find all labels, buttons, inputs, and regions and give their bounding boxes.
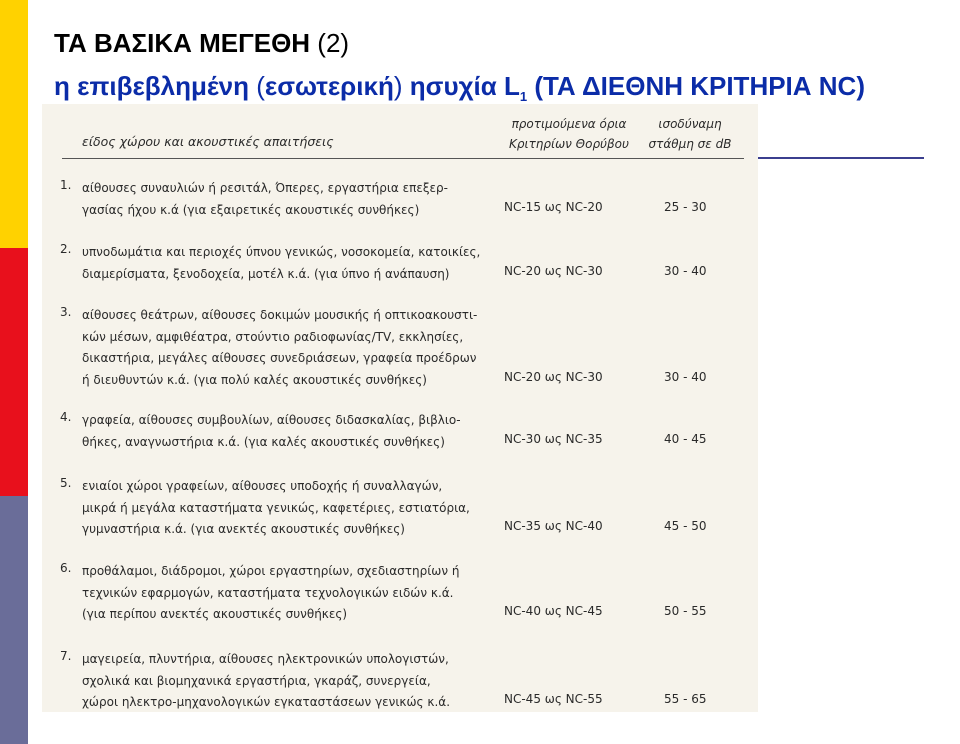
row-number: 6.	[60, 561, 72, 575]
row-description	[82, 305, 502, 391]
row-nc-limits: NC-15 ως NC-20	[504, 199, 603, 214]
slide-title-number: (2)	[310, 28, 350, 58]
row-description-line: αίθουσες θεάτρων, αίθουσες δοκιμών μουσικής ή οπτικοακουστι-	[82, 308, 478, 322]
row-db-level: 25 - 30	[664, 199, 707, 214]
row-description	[82, 561, 502, 626]
row-description-line: ή διευθυντών κ.ά. (για πολύ καλές ακουστικές συνθήκες)	[82, 372, 427, 387]
row-description	[82, 649, 502, 714]
row-description	[82, 410, 502, 453]
row-description-line: μαγειρεία, πλυντήρια, αίθουσες ηλεκτρονικών υπολογιστών,	[82, 652, 449, 666]
row-description-line: (για περίπου ανεκτές ακουστικές συνθήκες)	[82, 607, 348, 621]
row-description-line: σχολικά και βιομηχανικά εργαστήρια, γκαράζ, συνεργεία,	[82, 673, 431, 688]
row-db-level: 30 - 40	[664, 263, 707, 278]
subtitle-paren-close: )	[393, 71, 403, 101]
row-number: 7.	[60, 649, 72, 663]
header-limits-line-1: προτιμούμενα όρια	[511, 117, 627, 131]
header-level-line-1: ισοδύναμη	[658, 117, 722, 131]
header-limits	[494, 114, 644, 154]
row-nc-limits: NC-20 ως NC-30	[504, 369, 603, 384]
row-number: 5.	[60, 476, 72, 490]
scanned-table	[42, 104, 758, 712]
row-description	[82, 476, 502, 541]
header-description: είδος χώρου και ακουστικές απαιτήσεις	[82, 134, 334, 149]
row-description-line: κών μέσων, αμφιθέατρα, στούντιο ραδιοφωνίας/TV, εκκλησίες,	[82, 329, 464, 344]
row-number: 3.	[60, 305, 72, 319]
slide-title-text: ΤΑ ΒΑΣΙΚΑ ΜΕΓΕΘΗ	[54, 28, 311, 58]
row-db-level: 50 - 55	[664, 604, 707, 618]
slide-subtitle	[54, 71, 865, 104]
row-description-line: προθάλαμοι, διάδρομοι, χώροι εργαστηρίων, σχεδιαστηρίων ή	[82, 564, 460, 578]
accent-bar-yellow	[0, 0, 28, 248]
accent-bar-red	[0, 248, 28, 496]
row-nc-limits: NC-30 ως NC-35	[504, 431, 603, 446]
row-description-line: διαμερίσματα, ξενοδοχεία, μοτέλ κ.ά. (για ύπνο ή ανάπαυση)	[82, 266, 450, 281]
row-description-line: ενιαίοι χώροι γραφείων, αίθουσες υποδοχής ή συναλλαγών,	[82, 479, 443, 493]
subtitle-part-a: η επιβεβλημένη	[54, 71, 257, 101]
row-number: 2.	[60, 242, 72, 256]
subtitle-part-c: εσωτερική	[264, 71, 394, 101]
subtitle-part-f: (ΤΑ ΔΙΕΘΝΗ ΚΡΙΤΗΡΙΑ NC)	[527, 71, 865, 101]
row-description	[82, 242, 502, 285]
header-level-line-2: στάθμη σε dB	[648, 137, 732, 151]
row-db-level: 30 - 40	[664, 369, 707, 384]
row-description-line: τεχνικών εφαρμογών, καταστήματα τεχνολογικών ειδών κ.ά.	[82, 585, 454, 600]
subtitle-paren-open: (	[256, 71, 265, 101]
row-description-line: γασίας ήχου κ.ά (για εξαιρετικές ακουστικές συνθήκες)	[82, 202, 420, 217]
row-description-line: μικρά ή μεγάλα καταστήματα γενικώς, καφετέριες, εστιατόρια,	[82, 500, 470, 515]
row-nc-limits: NC-40 ως NC-45	[504, 604, 603, 618]
row-db-level: 45 - 50	[664, 519, 707, 533]
header-rule	[62, 158, 744, 159]
row-description-line: γυμναστήρια κ.ά. (για ανεκτές ακουστικές συνθήκες)	[82, 522, 405, 536]
decorative-rule	[748, 157, 924, 159]
header-level	[642, 114, 738, 154]
header-limits-line-2: Κριτηρίων Θορύβου	[509, 137, 629, 151]
row-nc-limits: NC-35 ως NC-40	[504, 519, 603, 533]
row-description-line: χώροι ηλεκτρο-μηχανολογικών εγκαταστάσεων γενικώς κ.ά.	[82, 695, 451, 709]
row-nc-limits: NC-45 ως NC-55	[504, 692, 603, 706]
row-description-line: αίθουσες συναυλιών ή ρεσιτάλ, Όπερες, εργαστήρια επεξερ-	[82, 181, 448, 195]
slide-title	[54, 28, 349, 59]
row-number: 1.	[60, 178, 72, 192]
row-db-level: 40 - 45	[664, 431, 707, 446]
row-description	[82, 178, 502, 221]
row-nc-limits: NC-20 ως NC-30	[504, 263, 603, 278]
accent-bar-slate	[0, 496, 28, 744]
row-description-line: γραφεία, αίθουσες συμβουλίων, αίθουσες διδασκαλίας, βιβλιο-	[82, 413, 461, 427]
subtitle-subscript: 1	[519, 89, 528, 105]
row-description-line: θήκες, αναγνωστήρια κ.ά. (για καλές ακουστικές συνθήκες)	[82, 434, 445, 449]
row-description-line: υπνοδωμάτια και περιοχές ύπνου γενικώς, νοσοκομεία, κατοικίες,	[82, 245, 481, 259]
row-description-line: δικαστήρια, μεγάλες αίθουσες συνεδριάσεων, γραφεία προέδρων	[82, 351, 477, 365]
row-db-level: 55 - 65	[664, 692, 707, 706]
subtitle-part-e: ησυχία L	[402, 71, 520, 101]
row-number: 4.	[60, 410, 72, 424]
